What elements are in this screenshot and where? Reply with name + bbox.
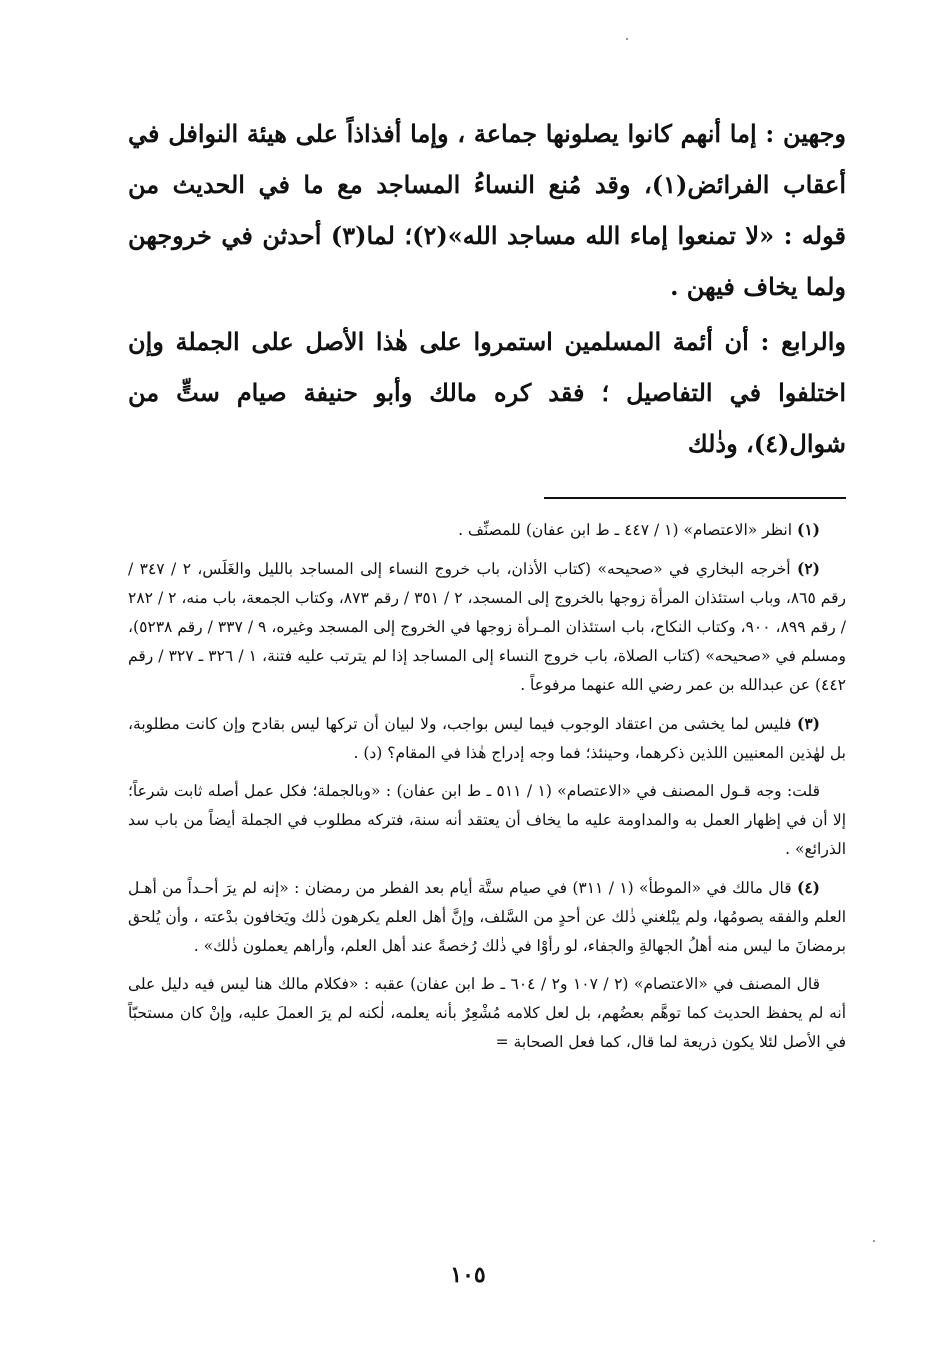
footnote-text: قال مالك في «الموطأ» (١ / ٣١١) في صيام ستَّة أيام بعد الفطر من رمضان : «إنه لم يرَ أحـداً من أهـل العلم والفقه يصومُها، ولم يبْلغني ذٰلك عن أحدٍ من السَّلف، وإنَّ أهل العلم يكرهون ذٰلك ويَخافون بدْعته ، وأن يُلحق برمضانَ ما ليس منه أهلُ الجهالةِ والجفاء، لو رأوْا في ذٰلك رُخصةً عند أهل العلم، وأراهم يعملون ذٰلك» . [128, 879, 846, 955]
scan-speck [626, 38, 628, 40]
footnote-number: (١) [796, 520, 820, 539]
page-number: ١٠٥ [450, 1262, 486, 1288]
page-content [128, 108, 846, 1066]
footnote-3-comment [128, 777, 846, 864]
footnote-text: قال المصنف في «الاعتصام» (٢ / ١٠٧ و٢ / ٦٠٤ ـ ط ابن عفان) عقبه : «فكلام مالك هنا ليس فيه دليل على أنه لم يحفظ الحديث كما توهَّم بعضُهم، بل لعل كلامه مُشْعِرٌ بأنه يعلمه، لٰكنه لم يرَ العملَ عليه، وإنْ كان مستحبّاً في الأصل لئلا يكون ذريعة لما قال، كما فعل الصحابة = [128, 975, 846, 1051]
footnote-text: أخرجه البخاري في «صحيحه» (كتاب الأذان، باب خروج النساء إلى المساجد بالليل والغَلَس، ٢ / ٣٤٧ / رقم ٨٦٥، وباب استئذان المرأة زوجها بالخروج إلى المسجد، ٢ / ٣٥١ / رقم ٨٧٣، وكتاب الجمعة، باب منه، ٢ / ٢٨٢ / رقم ٨٩٩، ٩٠٠، وكتاب النكاح، باب استئذان المـرأة زوجها في الخروج إلى المسجد وغيره، ٩ / ٣٣٧ / رقم ٥٢٣٨)، ومسلم في «صحيحه» (كتاب الصلاة، باب خروج النساء إلى المساجد إذا لم يترتب عليه فتنة، ١ / ٣٢٦ ـ ٣٢٧ / رقم ٤٤٢) عن عبدالله بن عمر رضي الله عنهما مرفوعاً . [128, 560, 847, 694]
footnotes [128, 515, 846, 1057]
footnote-3 [128, 709, 846, 768]
main-paragraph-1: وجهين : إما أنهم كانوا يصلونها جماعة ، وإما أفذاذاً على هيئة النوافل في أعقاب الفرائض(١)، وقد مُنع النساءُ المساجد مع ما في الحديث من قوله : «لا تمنعوا إماء الله مساجد الله»(٢)؛ لما(٣) أحدثن في خروجهن ولما يخاف فيهن . [128, 119, 847, 301]
footnote-text: قلت: وجه قـول المصنف في «الاعتصام» (١ / ٥١١ ـ ط ابن عفان) : «وبالجملة؛ فكل عمل أصله ثابت شرعاً؛ إلا أن في إظهار العمل به والمداومة عليه ما يخاف أن يعتقد أنه سنة، فتركه مطلوب في الجملة أيضاً من باب سد الذرائع» . [128, 782, 846, 858]
footnote-text: فليس لما يخشى من اعتقاد الوجوب فيما ليس بواجب، ولا لبيان أن تركها ليس بقادح وإن كانت مطلوبة، بل لهٰذين المعنيين اللذين ذكرهما، وحينئذ؛ فما وجه إدراج هٰذا في المقام؟ (د) . [128, 715, 846, 762]
main-paragraph-2 [128, 316, 846, 469]
footnote-4-comment [128, 970, 846, 1057]
scan-speck [873, 1240, 875, 1242]
footnote-number: (٢) [797, 559, 821, 578]
footnote-separator [544, 497, 846, 499]
footnote-4 [128, 873, 846, 961]
paragraph-body: أن أئمة المسلمين استمروا على هٰذا الأصل على الجملة وإن اختلفوا في التفاصيل ؛ فقد كره مالك وأبو حنيفة صيام ستٍّ من شوال(٤)، وذٰلك [128, 327, 846, 458]
footnote-2 [128, 554, 846, 700]
footnote-text: انظر «الاعتصام» (١ / ٤٤٧ ـ ط ابن عفان) للمصنِّف . [458, 521, 797, 539]
footnote-number: (٣) [796, 714, 820, 733]
footnote-number: (٤) [796, 878, 820, 897]
footnote-1 [128, 515, 846, 545]
paragraph-lead-word: والرابع : [760, 327, 846, 356]
